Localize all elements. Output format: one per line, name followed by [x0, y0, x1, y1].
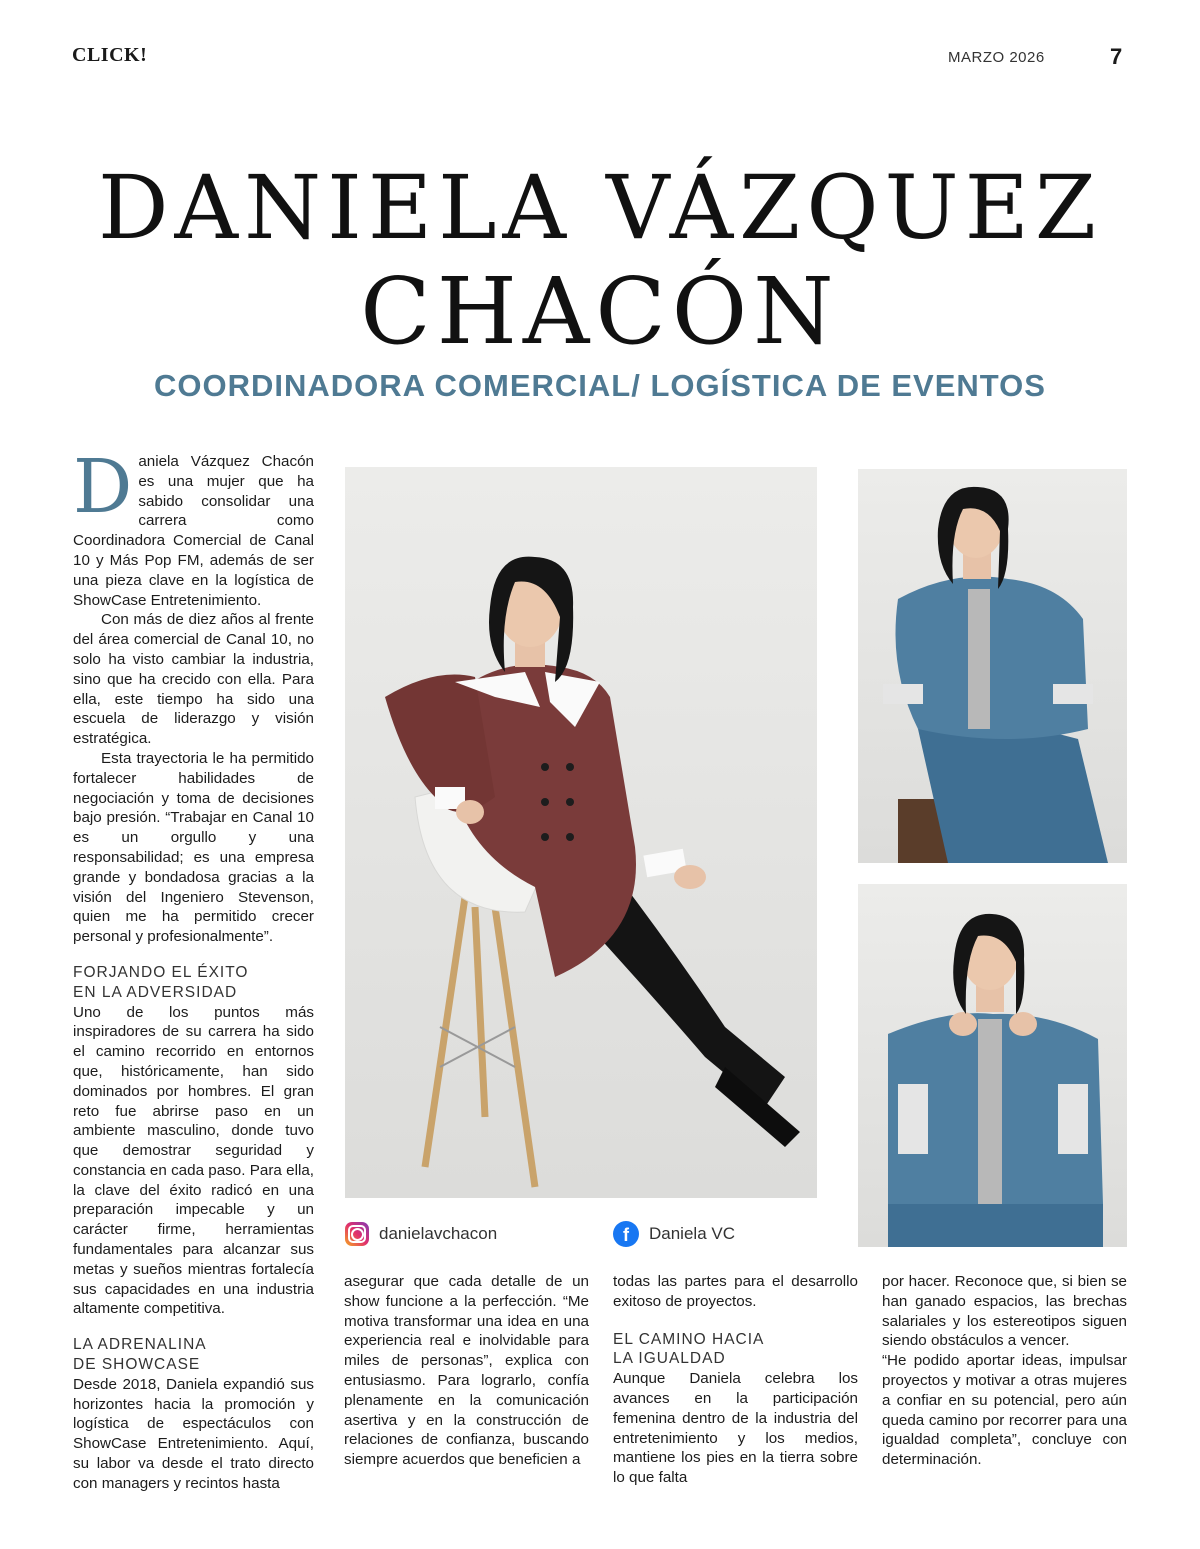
facebook-handle-text: Daniela VC: [649, 1224, 735, 1243]
issue-date: MARZO 2026: [948, 49, 1045, 66]
article-title-line2: CHACÓN: [360, 258, 840, 365]
masthead-logo: CLICK!: [72, 44, 148, 66]
denim-portrait-photo-standing: [858, 884, 1127, 1247]
column-4: [882, 1272, 1127, 1470]
paragraph: por hacer. Reconoce que, si bien se han ganado espacios, las brechas salariales y los estereotipos siguen siendo obstáculos a vencer.: [882, 1273, 1127, 1350]
paragraph: Con más de diez años al frente del área comercial de Canal 10, no solo ha visto cambiar la industria, sino que ha crecido con ella. Para ella, este tiempo ha sido una escuela de liderazgo y visión estratégica.: [73, 611, 314, 748]
paragraph: “He podido aportar ideas, impulsar proyectos y motivar a otras mujeres a confiar en su potencial, pero aún queda camino por recorrer para una igualdad completa”, concluye con determinación.: [882, 1352, 1127, 1469]
instagram-handle[interactable]: [345, 1222, 497, 1246]
portrait-illustration: [858, 469, 1127, 863]
paragraph: asegurar que cada detalle de un show funcione a la perfección. “Me motiva transformar una idea en una experiencia real e inolvidable para miles de personas”, explica con entusiasmo. Para lograrlo, confía plenamente en la comunicación asertiva y en la construcción de relaciones de confianza, buscando siempre acuerdos que beneficien a: [344, 1273, 589, 1469]
instagram-handle-text: danielavchacon: [379, 1224, 498, 1243]
section-heading-line: LA IGUALDAD: [613, 1350, 726, 1368]
facebook-handle[interactable]: [613, 1221, 735, 1247]
denim-portrait-photo-seated: [858, 469, 1127, 863]
paragraph: todas las partes para el desarrollo exitoso de proyectos.: [613, 1273, 858, 1310]
article-title-line1: DANIELA VÁZQUEZ: [97, 156, 1103, 259]
article-subtitle: COORDINADORA COMERCIAL/ LOGÍSTICA DE EVENTOS: [154, 368, 1046, 403]
column-2: [344, 1272, 589, 1470]
section-heading-line: EL CAMINO HACIA: [613, 1330, 765, 1348]
paragraph: Esta trayectoria le ha permitido fortalecer habilidades de negociación y toma de decisiones bajo presión. “Trabajar en Canal 10 es un orgullo y una responsabilidad; es una empresa grande y bondadosa gracias a la visión del Ingeniero Stevenson, quien me ha permitido crecer personal y profesionalmente”.: [73, 749, 314, 946]
section-heading-line: LA ADRENALINA: [73, 1336, 207, 1354]
instagram-icon: [345, 1222, 369, 1246]
main-portrait-photo: [345, 467, 817, 1198]
paragraph: Uno de los puntos más inspiradores de su carrera ha sido el camino recorrido en entornos que, históricamente, han sido dominados por hombres. El gran reto fue abrirse paso en un ambiente masculino, donde tuvo que demostrar seguridad y constancia en cada paso. Para ella, la clave del éxito radicó en una preparación impecable y un carácter firme, herramientas fundamentales para alcanzar sus metas y sueños mientras fortalecía sus capacidades en una industria altamente competitiva.: [73, 1003, 314, 1318]
portrait-illustration: [858, 884, 1127, 1247]
column-3: [613, 1272, 858, 1488]
section-heading-line: DE SHOWCASE: [73, 1356, 201, 1374]
portrait-illustration: [345, 467, 817, 1198]
section-heading-line: FORJANDO EL ÉXITO: [73, 963, 249, 981]
paragraph: Aunque Daniela celebra los avances en la participación femenina dentro de la industria del entretenimiento y los medios, mantiene los pies en la tierra sobre lo que falta: [613, 1370, 858, 1487]
paragraph: Desde 2018, Daniela expandió sus horizontes hacia la promoción y logística de espectáculos con ShowCase Entretenimiento. Aquí, su labor va desde el trato directo con managers y recintos hasta: [73, 1375, 314, 1492]
column-1: [73, 444, 314, 1494]
drop-cap: D: [73, 444, 133, 530]
section-heading-line: EN LA ADVERSIDAD: [73, 983, 238, 1001]
page-number: 7: [1110, 44, 1123, 69]
paragraph: aniela Vázquez Chacón es una mujer que ha sabido consolidar una carrera como Coordinadora Comercial de Canal 10 y Más Pop FM, además de ser una pieza clave en la logística de ShowCase Entretenimiento.: [73, 453, 314, 609]
facebook-icon: f: [613, 1221, 639, 1247]
